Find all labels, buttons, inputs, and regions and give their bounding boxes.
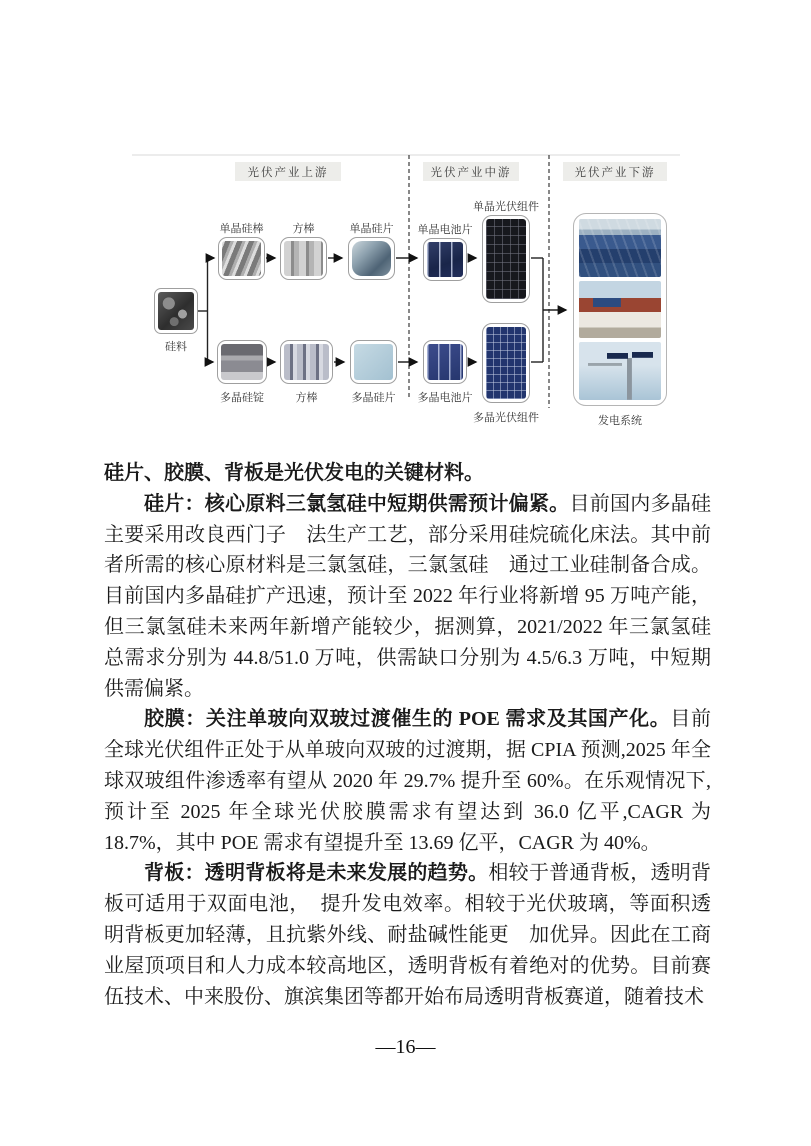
paragraph-lead: 胶膜：关注单玻向双玻过渡催生的 POE 需求及其国产化。 <box>144 708 671 731</box>
mono-wafer-image <box>352 241 391 276</box>
paragraph-text: 相较于普通背板，透明背板可适用于双面电池， 提升发电效率。相较于光伏玻璃，等面积透明背板更加轻薄，且抗紫外线、耐盐碱性能更 加优异。因此在工商业屋顶项目和人力成本较高地区，透明背板有着绝对的优势。目前赛伍技术、中来股份、旗滨集团等都开始布局透明背板赛道，随着技术 <box>104 862 712 1008</box>
section-label-downstream: 光伏产业下游 <box>563 162 667 181</box>
paragraph-text: 目前国内多晶硅主要采用改良西门子 法生产工艺，部分采用硅烷硫化床法。其中前者所需的核心原材料是三氯氢硅，三氯氢硅 通过工业硅制备合成。目前国内多晶硅扩产迅速，预计至 2022 年行业将新增 95 万吨产能，但三氯氢硅未来两年新增产能较少，据测算，2021/2022 年三氯氢硅总需求分别为 44.8/51.0 万吨，供需缺口分别为 4.5/6.3 万吨，中短期供需偏紧。 <box>104 492 712 700</box>
node-square-rod-mono <box>280 237 327 280</box>
poly-wafer-image <box>354 344 393 380</box>
paragraph-intro <box>104 458 711 489</box>
node-poly-wafer <box>350 340 397 384</box>
page-number: —16— <box>375 1036 436 1058</box>
label-mono-wafer: 单晶硅片 <box>349 222 394 235</box>
section-label-upstream: 光伏产业上游 <box>235 162 341 181</box>
node-power-generation-system <box>573 213 667 406</box>
label-mono-module: 单晶光伏组件 <box>473 200 539 213</box>
poly-silicon-ingot-image <box>221 344 263 380</box>
node-mono-wafer <box>348 237 395 280</box>
square-rod-poly-image <box>284 344 329 380</box>
paragraph-backsheet <box>104 858 711 1012</box>
node-poly-cell <box>423 340 467 384</box>
label-poly-wafer: 多晶硅片 <box>351 391 396 404</box>
node-poly-silicon-ingot <box>217 340 267 384</box>
paragraph-wafer <box>104 489 711 705</box>
silicon-material-image <box>158 292 194 330</box>
solar-house-photo <box>579 281 661 339</box>
label-mono-silicon-rod: 单晶硅棒 <box>219 222 264 235</box>
label-square-rod-poly: 方棒 <box>295 391 318 404</box>
label-square-rod-mono: 方棒 <box>292 222 315 235</box>
poly-module-image <box>486 327 526 399</box>
poly-cell-image <box>427 344 463 380</box>
solar-farm-photo <box>579 219 661 277</box>
node-mono-module <box>482 215 530 303</box>
mono-cell-image <box>427 242 463 277</box>
node-mono-cell <box>423 238 467 281</box>
mono-silicon-rod-image <box>222 241 261 276</box>
label-poly-silicon-ingot: 多晶硅锭 <box>220 391 264 404</box>
square-rod-mono-image <box>284 241 323 276</box>
paragraph-text: 目前全球光伏组件正处于从单玻向双玻的过渡期，据 CPIA 预测,2025 年全球双玻组件渗透率有望从 2020 年 29.7% 提升至 60%。在乐观情况下,预计至 2025 年全球光伏胶膜需求有望达到 36.0 亿平,CAGR 为 18.7%，其中 POE 需求有望提升至 13.69 亿平，CAGR 为 40%。 <box>104 708 712 854</box>
solar-streetlight-photo <box>579 342 661 400</box>
label-mono-cell: 单晶电池片 <box>417 223 473 236</box>
paragraph-lead: 硅片、胶膜、背板是光伏发电的关键材料。 <box>104 462 484 484</box>
paragraph-lead: 背板：透明背板将是未来发展的趋势。 <box>144 862 489 885</box>
pv-industry-chain-figure <box>130 152 682 436</box>
mono-module-image <box>486 219 526 299</box>
node-mono-silicon-rod <box>218 237 265 280</box>
label-silicon-material: 硅料 <box>165 340 187 353</box>
label-poly-module: 多晶光伏组件 <box>473 411 539 424</box>
paragraph-film <box>104 704 711 858</box>
paragraph-lead: 硅片：核心原料三氯氢硅中短期供需预计偏紧。 <box>144 492 570 515</box>
node-poly-module <box>482 323 530 403</box>
node-square-rod-poly <box>280 340 333 384</box>
node-silicon-material <box>154 288 198 334</box>
label-poly-cell: 多晶电池片 <box>417 391 473 404</box>
body-text <box>104 458 711 1012</box>
label-power-generation-system: 发电系统 <box>598 414 642 427</box>
section-label-midstream: 光伏产业中游 <box>423 162 519 181</box>
